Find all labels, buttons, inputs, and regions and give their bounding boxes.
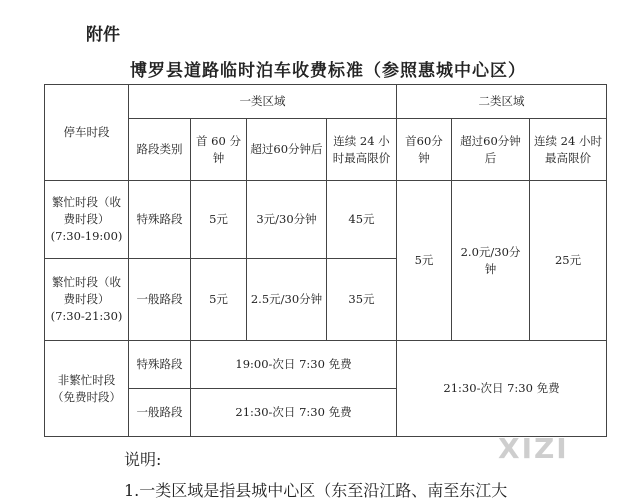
max24-header: 连续 24 小时最高限价 xyxy=(327,119,397,181)
period-header: 停车时段 xyxy=(45,85,129,181)
busy-2-road-type: 一般路段 xyxy=(129,259,191,341)
busy-period-1-label: 繁忙时段（收费时段）(7:30-19:00) xyxy=(45,181,129,259)
busy-1-over60: 3元/30分钟 xyxy=(247,181,327,259)
non-busy-period-label: 非繁忙时段（免费时段） xyxy=(45,341,129,437)
parking-fee-table xyxy=(44,84,607,437)
busy-2-first60: 5元 xyxy=(191,259,247,341)
watermark-logo: XIZI xyxy=(498,432,569,465)
busy-2-over60: 2.5元/30分钟 xyxy=(247,259,327,341)
zone2-header: 二类区域 xyxy=(397,85,607,119)
over60-header: 超过60分钟后 xyxy=(247,119,327,181)
note-item-1: 1.一类区域是指县城中心区（东至沿江路、南至东江大 xyxy=(124,481,508,500)
zone2-max: 25元 xyxy=(530,181,607,341)
first60-header: 首 60 分钟 xyxy=(191,119,247,181)
zone2-non-busy-value: 21:30-次日 7:30 免费 xyxy=(397,341,607,437)
non-busy-general-value: 21:30-次日 7:30 免费 xyxy=(191,389,397,437)
non-busy-special-road: 特殊路段 xyxy=(129,341,191,389)
busy-1-max: 45元 xyxy=(327,181,397,259)
zone2-max24-header: 连续 24 小时最高限价 xyxy=(530,119,607,181)
zone2-over60: 2.0元/30分钟 xyxy=(452,181,530,341)
zone1-header: 一类区域 xyxy=(129,85,397,119)
busy-period-2-label: 繁忙时段（收费时段）(7:30-21:30) xyxy=(45,259,129,341)
road-type-header: 路段类别 xyxy=(129,119,191,181)
zone2-first60-header: 首60分钟 xyxy=(397,119,452,181)
non-busy-special-value: 19:00-次日 7:30 免费 xyxy=(191,341,397,389)
attachment-heading: 附件 xyxy=(86,25,120,45)
busy-1-first60: 5元 xyxy=(191,181,247,259)
notes-label: 说明: xyxy=(124,450,162,469)
zone2-over60-header: 超过60分钟后 xyxy=(452,119,530,181)
non-busy-general-road: 一般路段 xyxy=(129,389,191,437)
zone2-first60: 5元 xyxy=(397,181,452,341)
busy-1-road-type: 特殊路段 xyxy=(129,181,191,259)
busy-2-max: 35元 xyxy=(327,259,397,341)
document-title: 博罗县道路临时泊车收费标准（参照惠城中心区） xyxy=(130,61,526,81)
